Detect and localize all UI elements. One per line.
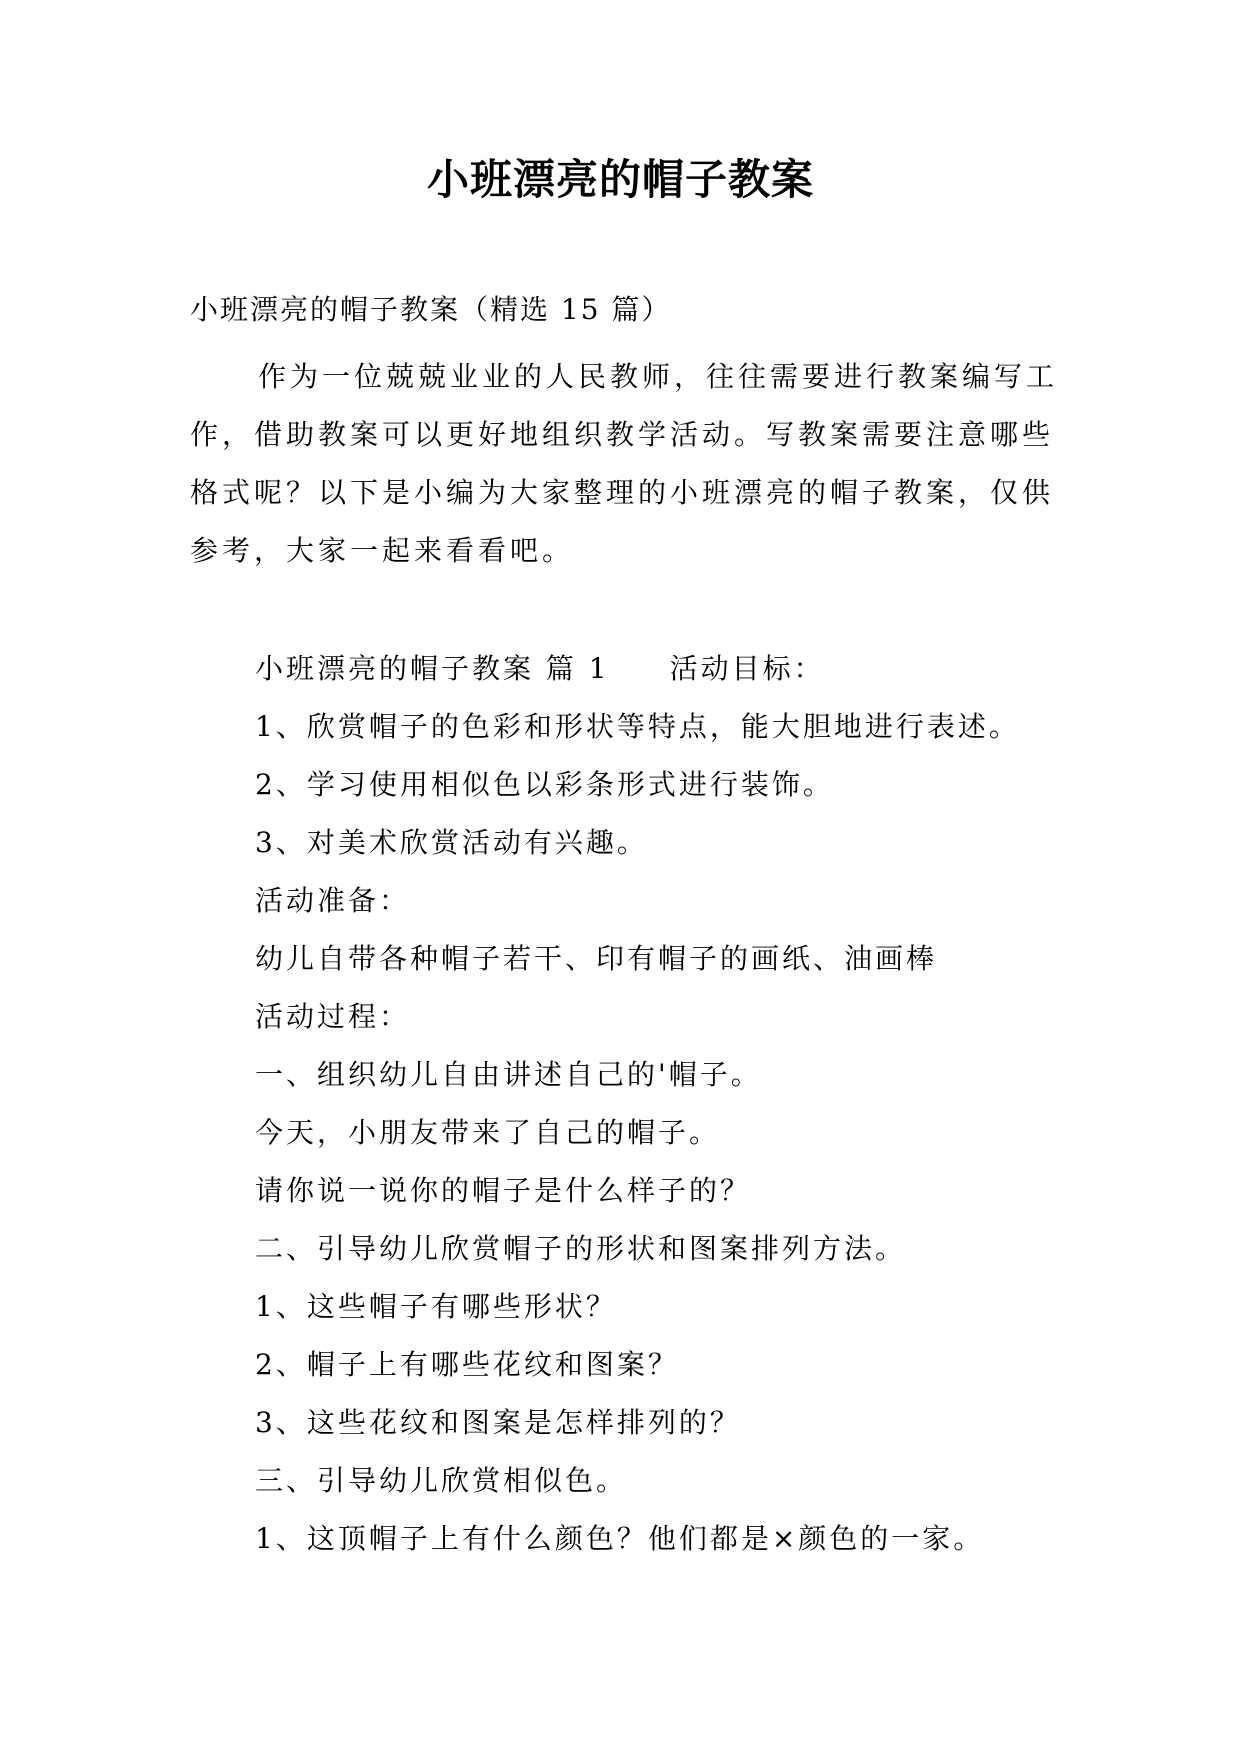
goal-label: 活动目标： [669, 652, 825, 685]
content-line: 活动过程： [255, 1000, 411, 1033]
content-line: 幼儿自带各种帽子若干、印有帽子的画纸、油画棒 [255, 942, 938, 975]
content-line: 1、这顶帽子上有什么颜色？他们都是×颜色的一家。 [255, 1522, 985, 1555]
content-line: 2、帽子上有哪些花纹和图案？ [255, 1348, 679, 1381]
content-line: 活动准备： [255, 884, 411, 917]
content-line: 三、引导幼儿欣赏相似色。 [255, 1464, 628, 1497]
content-line: 2、学习使用相似色以彩条形式进行装饰。 [255, 768, 834, 801]
document-subtitle: 小班漂亮的帽子教案（精选 15 篇） [190, 293, 672, 326]
content-line: 3、对美术欣赏活动有兴趣。 [255, 826, 648, 859]
content-line: 二、引导幼儿欣赏帽子的形状和图案排列方法。 [255, 1232, 907, 1265]
section-heading: 小班漂亮的帽子教案 篇 1 [255, 652, 610, 685]
content-line: 1、欣赏帽子的色彩和形状等特点，能大胆地进行表述。 [255, 710, 1020, 743]
content-line: 今天，小朋友带来了自己的帽子。 [255, 1116, 721, 1149]
content-line: 1、这些帽子有哪些形状？ [255, 1290, 617, 1323]
content-line: 3、这些花纹和图案是怎样排列的？ [255, 1406, 741, 1439]
content-line: 请你说一说你的帽子是什么样子的？ [255, 1174, 752, 1207]
document-title: 小班漂亮的帽子教案 [426, 155, 814, 204]
intro-paragraph: 作为一位兢兢业业的人民教师，往往需要进行教案编写工作，借助教案可以更好地组织教学活动。写教案需要注意哪些格式呢？以下是小编为大家整理的小班漂亮的帽子教案，仅供参考，大家一起来看看吧。 [190, 360, 1059, 567]
content-line: 一、组织幼儿自由讲述自己的'帽子。 [255, 1058, 762, 1091]
section-heading-line [255, 640, 1020, 698]
lesson-content [255, 640, 1020, 1568]
